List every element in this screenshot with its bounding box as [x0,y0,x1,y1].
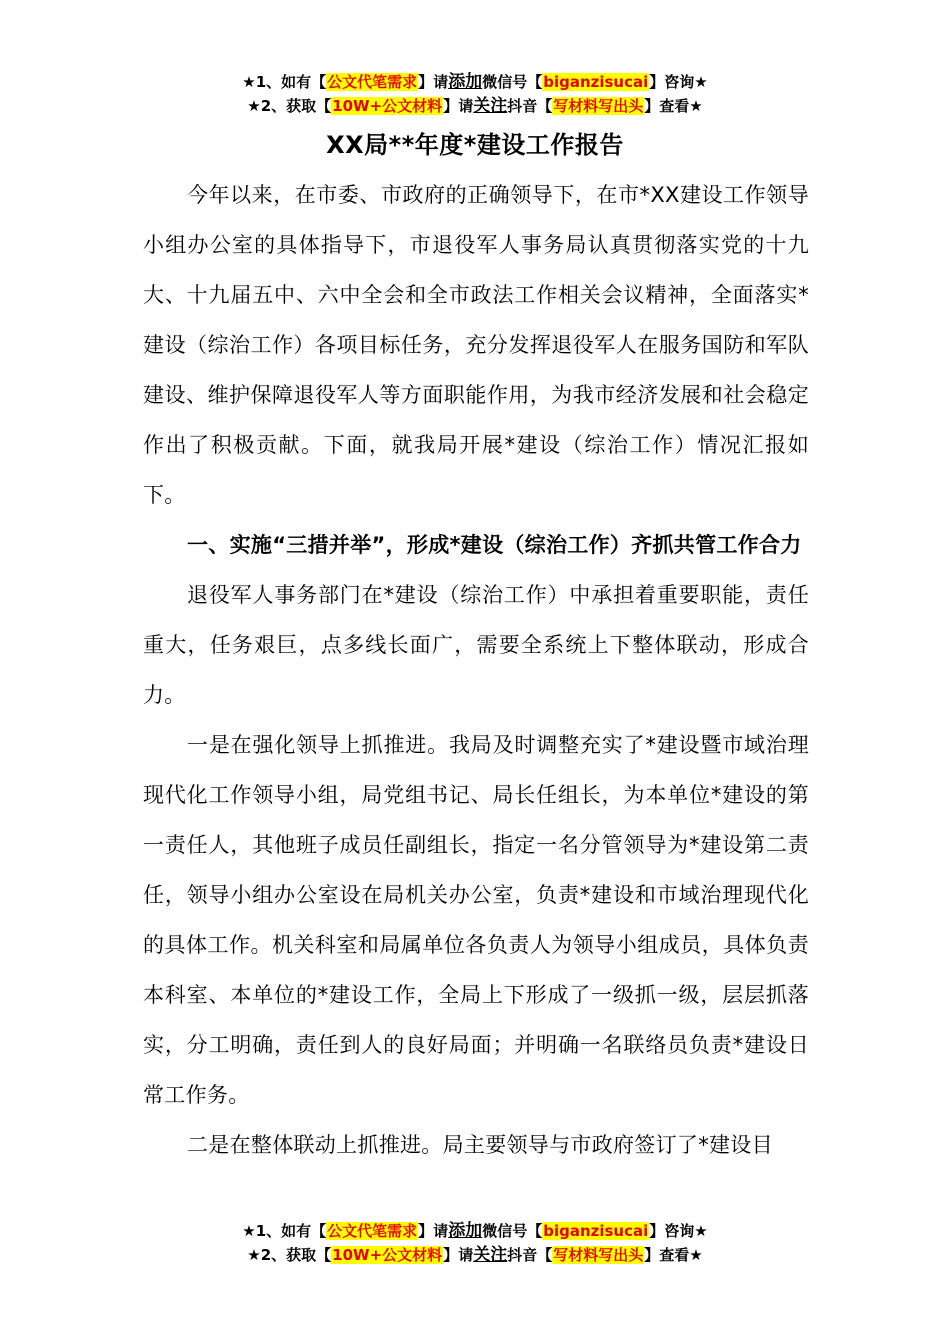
underline-add: 添加 [448,1221,483,1241]
underline-follow: 关注 [473,1245,508,1265]
banner-line-1 [0,70,950,94]
header-banner [0,70,950,118]
highlight-douyin: 写材料写出头 [553,97,644,115]
highlight-ghostwriting: 公文代笔需求 [327,1222,418,1240]
banner-text: 】请 [418,1222,449,1240]
banner-line-1 [0,1219,950,1243]
banner-text: ★2、获取【 [247,1246,332,1264]
banner-text: 】查看★ [644,1246,703,1264]
banner-text: 】请 [443,97,474,115]
banner-text: ★1、如有【 [242,1222,327,1240]
underline-follow: 关注 [473,96,508,116]
document-title: XX局**年度*建设工作报告 [326,131,624,159]
highlight-materials: 10W+公文材料 [332,1246,443,1264]
highlight-materials: 10W+公文材料 [332,97,443,115]
banner-text: 】咨询★ [649,73,708,91]
banner-line-2 [0,94,950,118]
banner-text: 微信号【 [482,1222,543,1240]
footer-banner [0,1219,950,1267]
banner-text: 】请 [418,73,449,91]
body-paragraph: 一是在强化领导上抓推进。我局及时调整充实了*建设暨市域治理现代化工作领导小组，局党组书记、局长任组长，为本单位*建设的第一责任人，其他班子成员任副组长，指定一名分管领导为*建设第二责任，领导小组办公室设在局机关办公室，负责*建设和市域治理现代化的具体工作。机关科室和局属单位各负责人为领导小组成员，具体负责本科室、本单位的*建设工作，全局上下形成了一级抓一级，层层抓落实，分工明确，责任到人的良好局面；并明确一名联络员负责*建设日常工作务。 [143,733,809,1107]
banner-text: 抖音【 [507,1246,553,1264]
body-paragraph: 二是在整体联动上抓推进。局主要领导与市政府签订了*建设目 [187,1133,773,1157]
highlight-wechat-id: biganzisucai [543,73,649,91]
body-paragraph: 退役军人事务部门在*建设（综治工作）中承担着重要职能，责任重大，任务艰巨，点多线长面广，需要全系统上下整体联动，形成合力。 [143,583,809,707]
banner-text: ★2、获取【 [247,97,332,115]
highlight-wechat-id: biganzisucai [543,1222,649,1240]
banner-text: ★1、如有【 [242,73,327,91]
intro-paragraph: 今年以来，在市委、市政府的正确领导下，在市*XX建设工作领导小组办公室的具体指导下，市退役军人事务局认真贯彻落实党的十九大、十九届五中、六中全会和全市政法工作相关会议精神，全面落实*建设（综治工作）各项目标任务，充分发挥退役军人在服务国防和军队建设、维护保障退役军人等方面职能作用，为我市经济发展和社会稳定作出了积极贡献。下面，就我局开展*建设（综治工作）情况汇报如下。 [143,183,809,507]
underline-add: 添加 [448,72,483,92]
banner-text: 】请 [443,1246,474,1264]
section-heading-1: 一、实施“三措并举”，形成*建设（综治工作）齐抓共管工作合力 [187,533,802,557]
banner-text: 】咨询★ [649,1222,708,1240]
highlight-ghostwriting: 公文代笔需求 [327,73,418,91]
banner-text: 微信号【 [482,73,543,91]
banner-text: 抖音【 [507,97,553,115]
highlight-douyin: 写材料写出头 [553,1246,644,1264]
banner-text: 】查看★ [644,97,703,115]
document-body [143,170,809,1170]
banner-line-2 [0,1243,950,1267]
